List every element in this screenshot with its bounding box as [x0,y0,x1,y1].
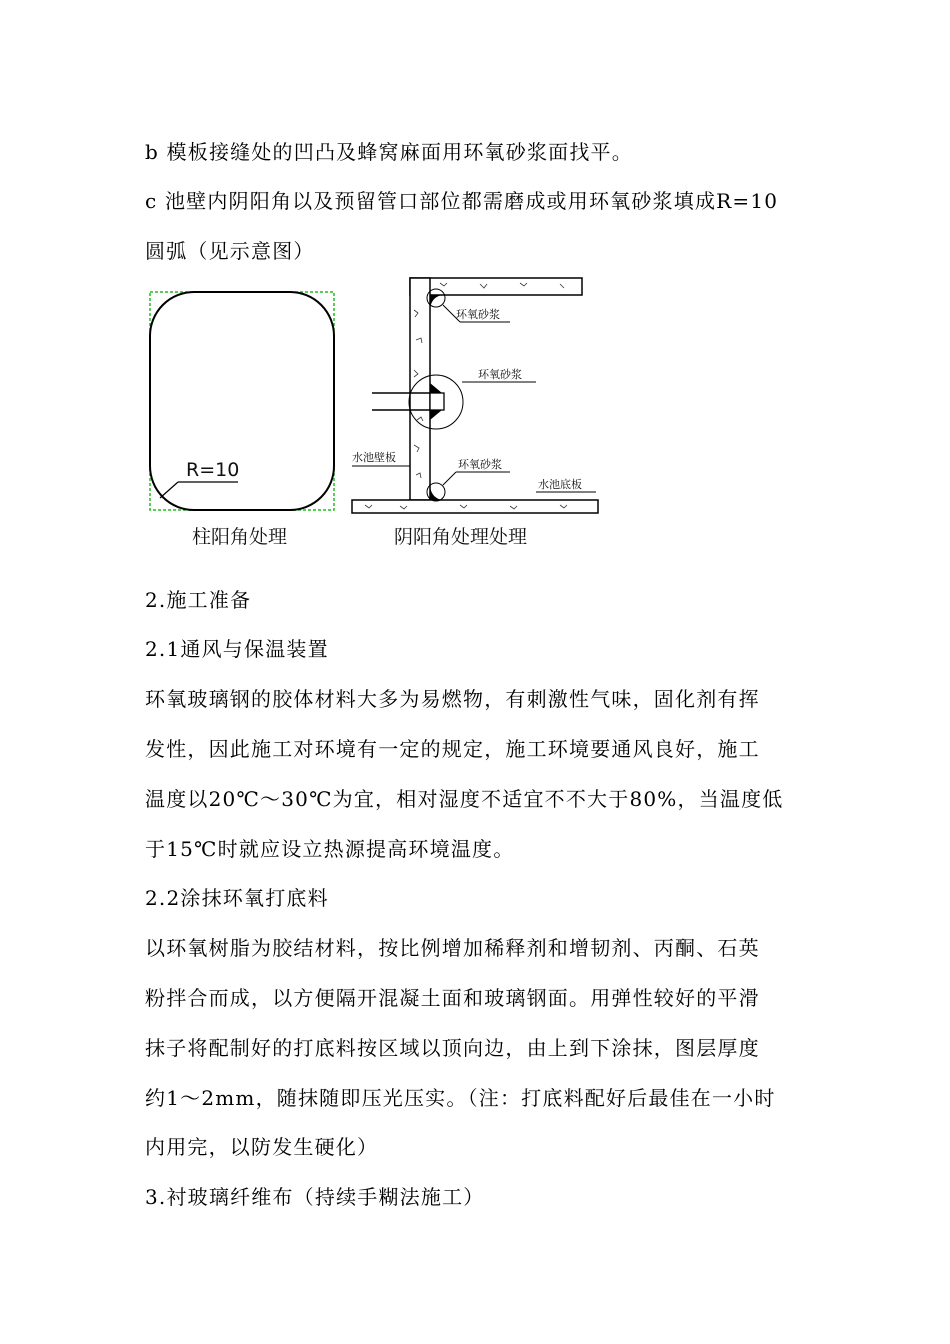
pipe-stub [430,393,444,410]
heading-3: 3.衬玻璃纤维布（持续手糊法施工） [145,1185,485,1209]
para-2-2-line1: 以环氧树脂为胶结材料，按比例增加稀释剂和增韧剂、丙酮、石英 [145,936,760,960]
dashed-outline [150,292,334,510]
pool-floor [352,500,598,513]
label-pool-floor: 水池底板 [538,478,582,491]
heading-2-1: 2.1通风与保温装置 [145,637,329,661]
top-slab [410,278,582,295]
para-2-1-line2: 发性，因此施工对环境有一定的规定，施工环境要通风良好，施工 [145,737,760,761]
heading-2: 2.施工准备 [145,588,252,612]
rounded-column [150,292,334,510]
heading-2-2: 2.2涂抹环氧打底料 [145,886,329,910]
column-corner-diagram [150,292,334,548]
para-2-1-line4: 于15℃时就应设立热源提高环境温度。 [145,837,515,861]
radius-label: R=10 [186,459,240,481]
para-2-1-line3: 温度以20℃～30℃为宜，相对湿度不适宜不不大于80%，当温度低 [145,787,784,811]
fillet-pipe-top [430,383,442,393]
wall-floor-diagram [352,278,598,548]
para-2-2-line4: 约1～2mm，随抹随即压光压实。（注：打底料配好后最佳在一小时 [145,1086,776,1110]
para-c-cont: 圆弧（见示意图） [145,239,315,263]
left-caption: 柱阳角处理 [192,526,288,548]
label-epoxy-top: 环氧砂浆 [456,308,500,321]
label-epoxy-pipe: 环氧砂浆 [478,368,522,381]
para-2-2-line5: 内用完，以防发生硬化） [145,1135,379,1159]
para-2-1-line1: 环氧玻璃钢的胶体材料大多为易燃物，有刺激性气味，固化剂有挥 [145,687,760,711]
para-c: c 池壁内阴阳角以及预留管口部位都需磨成或用环氧砂浆填成R=10 [145,189,779,213]
corner-treatment-figure [140,270,620,560]
diagram-svg [140,270,620,560]
fillet-bottom [430,487,442,500]
para-2-2-line2: 粉拌合而成，以方便隔开混凝土面和玻璃钢面。用弹性较好的平滑 [145,986,760,1010]
pool-wall [410,278,430,500]
right-caption: 阴阳角处理处理 [394,526,528,548]
label-epoxy-bottom: 环氧砂浆 [458,458,502,471]
fillet-pipe-bottom [430,410,442,420]
label-pool-wall: 水池壁板 [352,451,396,464]
para-2-2-line3: 抹子将配制好的打底料按区域以顶向边，由上到下涂抹，图层厚度 [145,1036,760,1060]
para-b: b 模板接缝处的凹凸及蜂窝麻面用环氧砂浆面找平。 [145,140,633,164]
